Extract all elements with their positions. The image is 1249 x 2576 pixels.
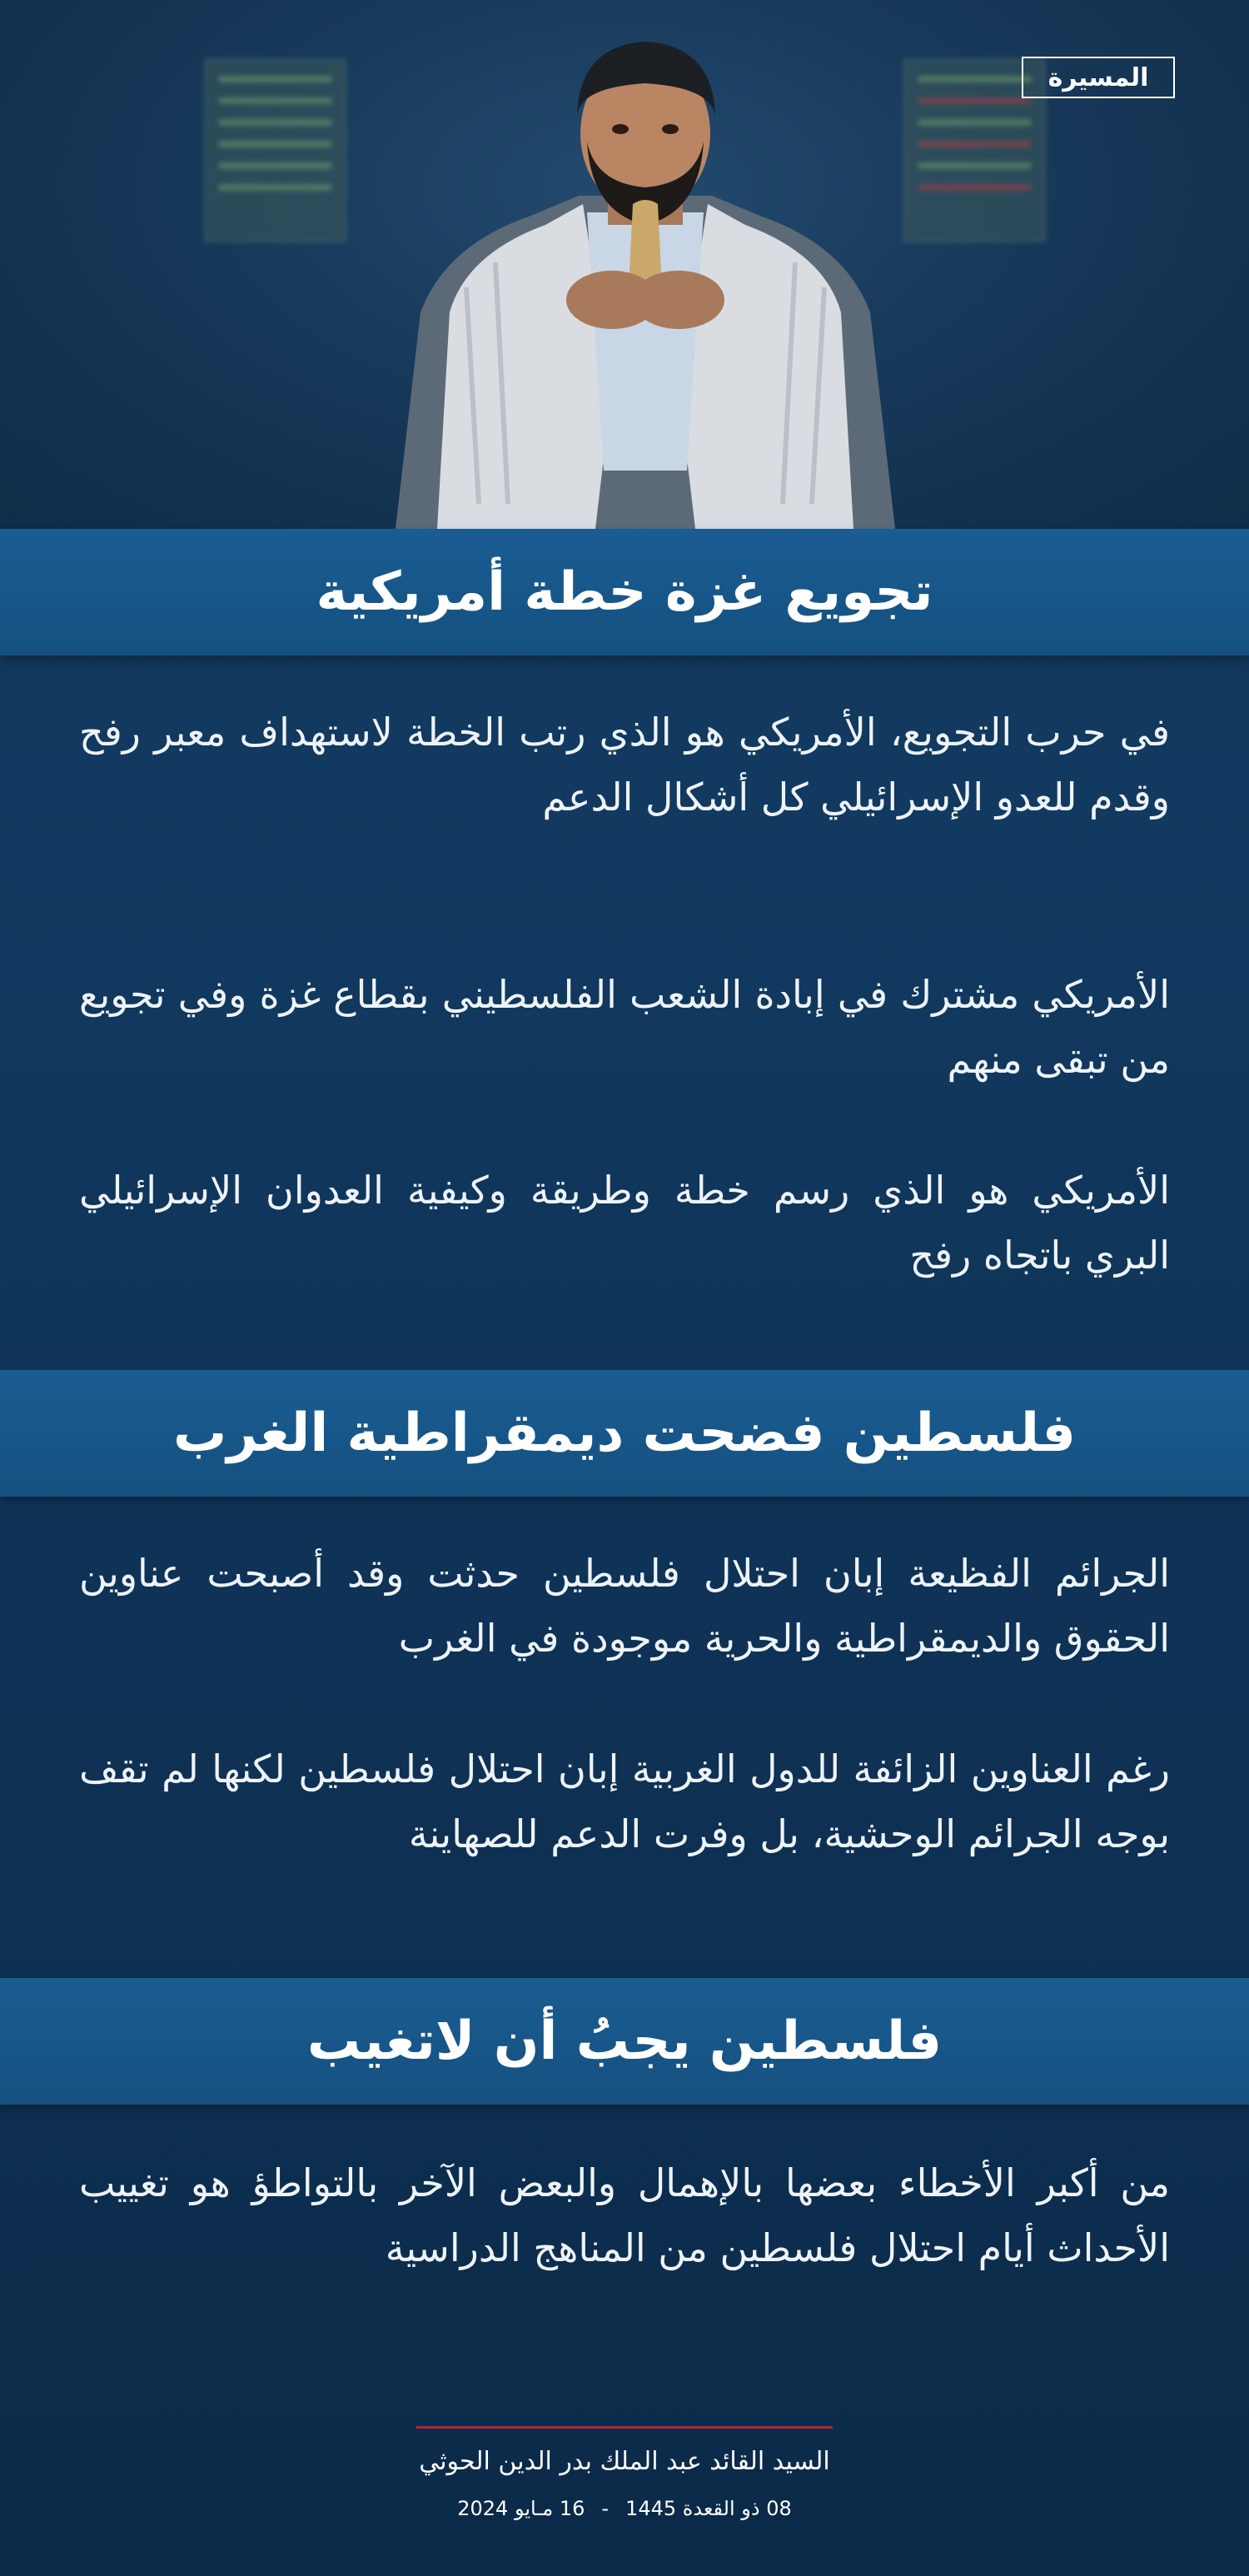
gregorian-date: 16 مـايو 2024 [457, 2497, 585, 2520]
date-separator: - [601, 2497, 610, 2520]
wall-frame-left [204, 58, 346, 242]
signature-divider [416, 2426, 833, 2429]
quote-paragraph: من أكبر الأخطاء بعضها بالإهمال والبعض الآخر بالتواطؤ هو تغييب الأحداث أيام احتلال فلسطين من المناهج الدراسية [79, 2160, 1170, 2270]
hijri-date: 08 ذو القعدة 1445 [625, 2497, 792, 2520]
section-heading: فلسطين فضحت ديمقراطية الغرب [173, 1403, 1076, 1464]
quote-paragraph: الأمريكي مشترك في إبادة الشعب الفلسطيني بقطاع غزة وفي تجويع من تبقى منهم [79, 972, 1170, 1082]
quote-paragraph: في حرب التجويع، الأمريكي هو الذي رتب الخطة لاستهداف معبر رفح وقدم للعدو الإسرائيلي كل أشكال الدعم [79, 710, 1170, 820]
section-heading: تجويع غزة خطة أمريكية [316, 561, 933, 623]
speaker-portrait [387, 37, 903, 529]
section-heading-banner [0, 529, 1249, 655]
quote-paragraph: الأمريكي هو الذي رسم خطة وطريقة وكيفية العدوان الإسرائيلي البري باتجاه رفح [79, 1168, 1170, 1278]
speaker-name: السيد القائد عبد الملك بدر الدين الحوثي [419, 2447, 830, 2476]
section-heading-banner [0, 1370, 1249, 1497]
hero-header [0, 0, 1249, 529]
section-heading-banner [0, 1978, 1249, 2105]
speech-date [0, 2497, 1249, 2520]
quote-paragraph: الجرائم الفظيعة إبان احتلال فلسطين حدثت وقد أصبحت عناوين الحقوق والديمقراطية والحرية موجودة في الغرب [79, 1551, 1170, 1661]
section-heading: فلسطين يجبُ أن لاتغيب [306, 2010, 943, 2072]
brand-logo: المسيرة [1022, 57, 1175, 98]
quote-paragraph: رغم العناوين الزائفة للدول الغربية إبان احتلال فلسطين لكنها لم تقف بوجه الجرائم الوحشية، بل وفرت الدعم للصهاينة [79, 1746, 1170, 1856]
